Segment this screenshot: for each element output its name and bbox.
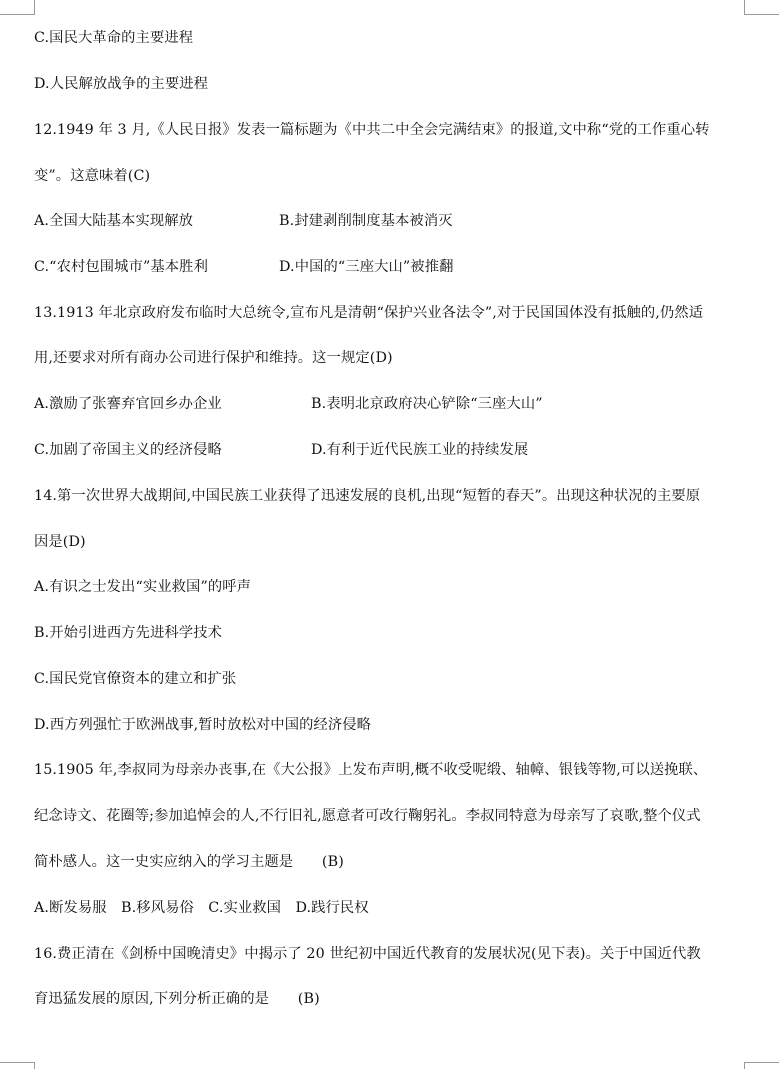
q15-options: A.断发易服 B.移风易俗 C.实业救国 D.践行民权 [34,900,369,916]
q14-option-c: C.国民党官僚资本的建立和扩张 [34,671,237,687]
q15-stem-line-2: 纪念诗文、花圈等;参加追悼会的人,不行旧礼,愿意者可改行鞠躬礼。李叔同特意为母亲写了哀歌,整个仪式 [34,808,701,824]
q14-option-d: D.西方列强忙于欧洲战事,暂时放松对中国的经济侵略 [34,717,372,733]
q13-option-b: B.表明北京政府决心铲除“三座大山” [311,396,543,412]
q12-option-c: C.“农村包围城市”基本胜利 [34,259,208,275]
q14-option-b: B.开始引进西方先进科学技术 [34,625,223,641]
q13-stem-line-1: 13.1913 年北京政府发布临时大总统令,宣布凡是清朝“保护兴业各法令”,对于民国国体没有抵触的,仍然适 [34,305,704,321]
q14-option-a: A.有识之士发出“实业救国”的呼声 [34,579,252,595]
q14-stem-line-1: 14.第一次世界大战期间,中国民族工业获得了迅速发展的良机,出现“短暂的春天”。出现这种状况的主要原 [34,488,701,504]
q16-stem-line-2: 育迅猛发展的原因,下列分析正确的是 (B) [34,991,320,1007]
q16-stem-line-1: 16.费正清在《剑桥中国晚清史》中揭示了 20 世纪初中国近代教育的发展状况(见下表)。关于中国近代教 [34,946,701,962]
q13-option-d: D.有利于近代民族工业的持续发展 [311,442,529,458]
q12-option-b: B.封建剥削制度基本被消灭 [279,213,453,229]
page-corner-mark-bottom-left [0,1062,35,1069]
page-corner-mark-top-right [744,0,779,15]
q15-stem-line-3: 简朴感人。这一史实应纳入的学习主题是 (B) [34,854,344,870]
q13-option-c: C.加剧了帝国主义的经济侵略 [34,442,222,458]
q15-stem-line-1: 15.1905 年,李叔同为母亲办丧事,在《大公报》上发布声明,概不收受呢缎、轴幛、银钱等物,可以送挽联、 [34,762,708,778]
q11-option-c: C.国民大革命的主要进程 [34,30,194,46]
q12-stem-line-1: 12.1949 年 3 月,《人民日报》发表一篇标题为《中共二中全会完满结束》的报道,文中称“党的工作重心转 [34,122,710,138]
q13-option-a: A.激励了张謇弃官回乡办企业 [34,396,222,412]
q12-option-a: A.全国大陆基本实现解放 [34,213,194,229]
q12-option-d: D.中国的“三座大山”被推翻 [279,259,454,275]
q13-stem-line-2: 用,还要求对所有商办公司进行保护和维持。这一规定(D) [34,350,393,366]
q11-option-d: D.人民解放战争的主要进程 [34,76,209,92]
page-corner-mark-top-left [0,0,35,15]
q12-stem-line-2: 变”。这意味着(C) [34,168,151,184]
page-corner-mark-bottom-right [744,1062,779,1069]
q14-stem-line-2: 因是(D) [34,534,86,550]
